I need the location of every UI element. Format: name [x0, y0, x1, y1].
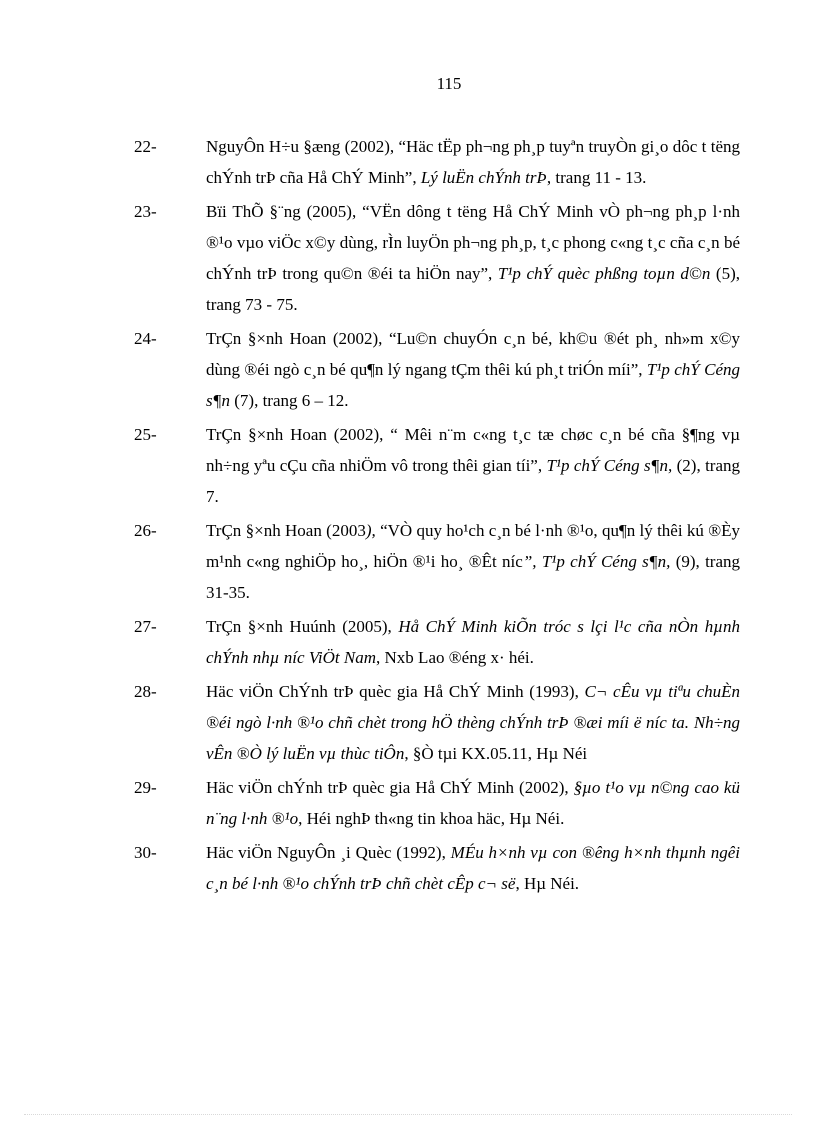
- page-number: 115: [436, 74, 462, 93]
- reference-text-part: , Héi nghÞ th«ng tin khoa häc, Hµ Néi.: [298, 809, 565, 828]
- reference-number: 28-: [134, 682, 157, 701]
- reference-number: 25-: [134, 425, 157, 444]
- reference-text: [206, 515, 740, 608]
- reference-item: [134, 611, 740, 673]
- reference-text-part: “VÒ quy ho¹ch c¸n bé l·nh ®¹o, qu¶n lý thêi kú ®Èy m¹nh c«ng nghiÖp ho¸, hiÖn ®¹i ho¸ ®Êt níc: [206, 521, 741, 571]
- reference-text-part: Häc viÖn chÝnh trÞ quèc gia Hå ChÝ Minh (2002),: [206, 778, 574, 797]
- reference-text-part: (2), trang 7.: [206, 456, 740, 506]
- reference-text-part: (5), trang 73 - 75.: [206, 264, 740, 314]
- reference-title-italic: Lý luËn chÝnh trÞ: [420, 168, 547, 187]
- reference-title-italic: T¹p chÝ Céng s¶n: [206, 360, 740, 410]
- reference-text: [206, 772, 740, 834]
- reference-number: 27-: [134, 617, 157, 636]
- reference-item: [134, 131, 740, 193]
- reference-text: [206, 837, 740, 899]
- reference-text-part: (9), trang 31-35.: [206, 552, 740, 602]
- reference-text: [206, 131, 740, 193]
- reference-item: [134, 772, 740, 834]
- reference-title-italic: T¹p chÝ quèc phßng toµn d©n: [497, 264, 711, 283]
- reference-number: 24-: [134, 329, 157, 348]
- reference-title-italic: T¹p chÝ Céng s¶n,: [546, 456, 673, 475]
- reference-title-italic: ),: [365, 521, 376, 540]
- reference-number: 30-: [134, 843, 157, 862]
- reference-title-italic: §µo t¹o vµ n©ng cao kü n¨ng l·nh ®¹o: [206, 778, 740, 828]
- reference-item: [134, 515, 740, 608]
- reference-text-part: NguyÔn H÷u §æng (2002), “Häc tËp ph¬ng ph¸p tuyªn truyÒn gi¸o dôc t tëng chÝnh trÞ cña Hå ChÝ Minh”,: [206, 137, 740, 187]
- reference-text: [206, 419, 740, 512]
- reference-text-part: , Nxb Lao ®éng x· héi.: [376, 648, 534, 667]
- reference-text-part: TrÇn §×nh Hoan (2002), “ Mêi n¨m c«ng t¸c tæ chøc c¸n bé cña §¶ng vµ nh÷ng yªu cÇu cña nhiÖm vô trong thêi gian tíi”,: [206, 425, 740, 475]
- reference-item: [134, 419, 740, 512]
- page-bottom-divider: [24, 1114, 792, 1115]
- reference-text-part: Häc viÖn ChÝnh trÞ quèc gia Hå ChÝ Minh (1993),: [206, 682, 585, 701]
- reference-text: [206, 611, 740, 673]
- reference-title-italic: Hå ChÝ Minh kiÕn tróc s lçi l¹c cña nÒn hµnh chÝnh nhµ níc ViÖt Nam: [206, 617, 740, 667]
- reference-item: [134, 196, 740, 320]
- reference-item: [134, 837, 740, 899]
- reference-text-part: (7), trang 6 – 12.: [230, 391, 349, 410]
- reference-text-part: , Hµ Néi.: [515, 874, 580, 893]
- reference-number: 23-: [134, 202, 157, 221]
- reference-text-part: Häc viÖn NguyÔn ¸i Quèc (1992),: [206, 843, 451, 862]
- reference-title-italic: MÉu h×nh vµ con ®êng h×nh thµnh ngêi c¸n bé l·nh ®¹o chÝnh trÞ chñ chèt cÊp c¬ së: [206, 843, 740, 893]
- reference-text: [206, 676, 740, 769]
- reference-text-part: TrÇn §×nh Hoan (2002), “Lu©n chuyÓn c¸n bé, kh©u ®ét ph¸ nh»m x©y dùng ®éi ngò c¸n bé qu¶n lý ngang tÇm thêi kú ph¸t triÓn míi”,: [206, 329, 740, 379]
- reference-item: [134, 676, 740, 769]
- reference-list: [134, 131, 740, 902]
- reference-text-part: , §Ò tµi KX.05.11, Hµ Néi: [404, 744, 588, 763]
- reference-number: 29-: [134, 778, 157, 797]
- reference-number: 26-: [134, 521, 157, 540]
- reference-text-part: TrÇn §×nh Hoan (2003: [206, 521, 366, 540]
- reference-number: 22-: [134, 137, 157, 156]
- reference-title-italic: C¬ cÊu vµ tiªu chuÈn ®éi ngò l·nh ®¹o chñ chèt trong hÖ thèng chÝnh trÞ ®æi míi ë níc ta. Nh÷ng vÊn ®Ò lý luËn vµ thùc tiÔn: [206, 682, 740, 763]
- reference-text-part: Bïi ThÕ §¨ng (2005), “VËn dông t tëng Hå ChÝ Minh vÒ ph¬ng ph¸p l·nh ®¹o vµo viÖc x©y dùng, rÌn luyÖn ph¬ng ph¸p, t¸c phong c«ng t¸c cña c¸n bé chÝnh trÞ trong qu©n ®éi ta hiÖn nay”,: [206, 202, 740, 283]
- reference-item: [134, 323, 740, 416]
- reference-text-part: TrÇn §×nh Huúnh (2005),: [206, 617, 399, 636]
- reference-text-part: , trang 11 - 13.: [546, 168, 647, 187]
- reference-text: [206, 196, 740, 320]
- reference-text: [206, 323, 740, 416]
- reference-title-italic: ”, T¹p chÝ Céng s¶n,: [522, 552, 671, 571]
